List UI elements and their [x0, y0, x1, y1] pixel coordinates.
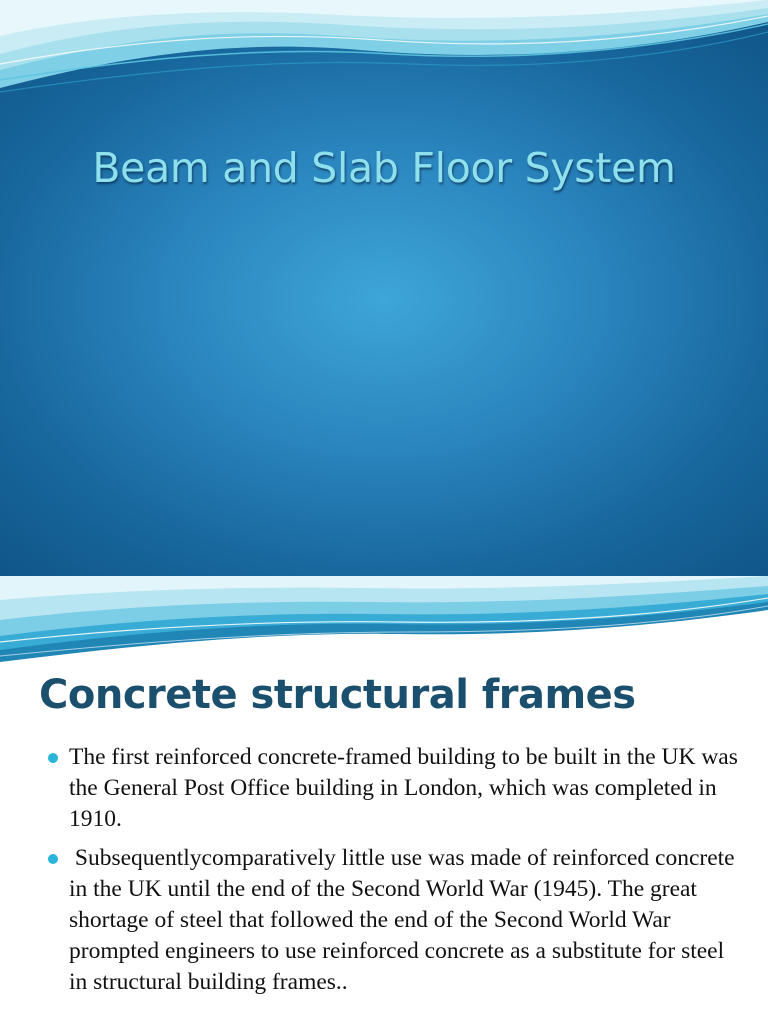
bullet-text: The first reinforced concrete-framed building to be built in the UK was the General Post Office building in London, which was completed in 1910.: [69, 744, 738, 832]
content-slide: [0, 576, 768, 1024]
slide-title: Beam and Slab Floor System: [92, 144, 676, 192]
slide-heading: Concrete structural frames: [39, 672, 636, 718]
bullet-list: [48, 742, 748, 1006]
bullet-icon: [48, 854, 58, 864]
decorative-waves-content: [0, 576, 768, 666]
list-item: [48, 742, 748, 835]
bullet-text: Subsequentlycomparatively little use was made of reinforced concrete in the UK until the end of the Second World War (1945). The great shortage of steel that followed the end of the Second World War prompted engineers to use reinforced concrete as a substitute for steel in structural building frames..: [69, 845, 741, 995]
bullet-icon: [48, 753, 58, 763]
list-item: [48, 843, 748, 998]
decorative-waves-top: [0, 0, 768, 100]
